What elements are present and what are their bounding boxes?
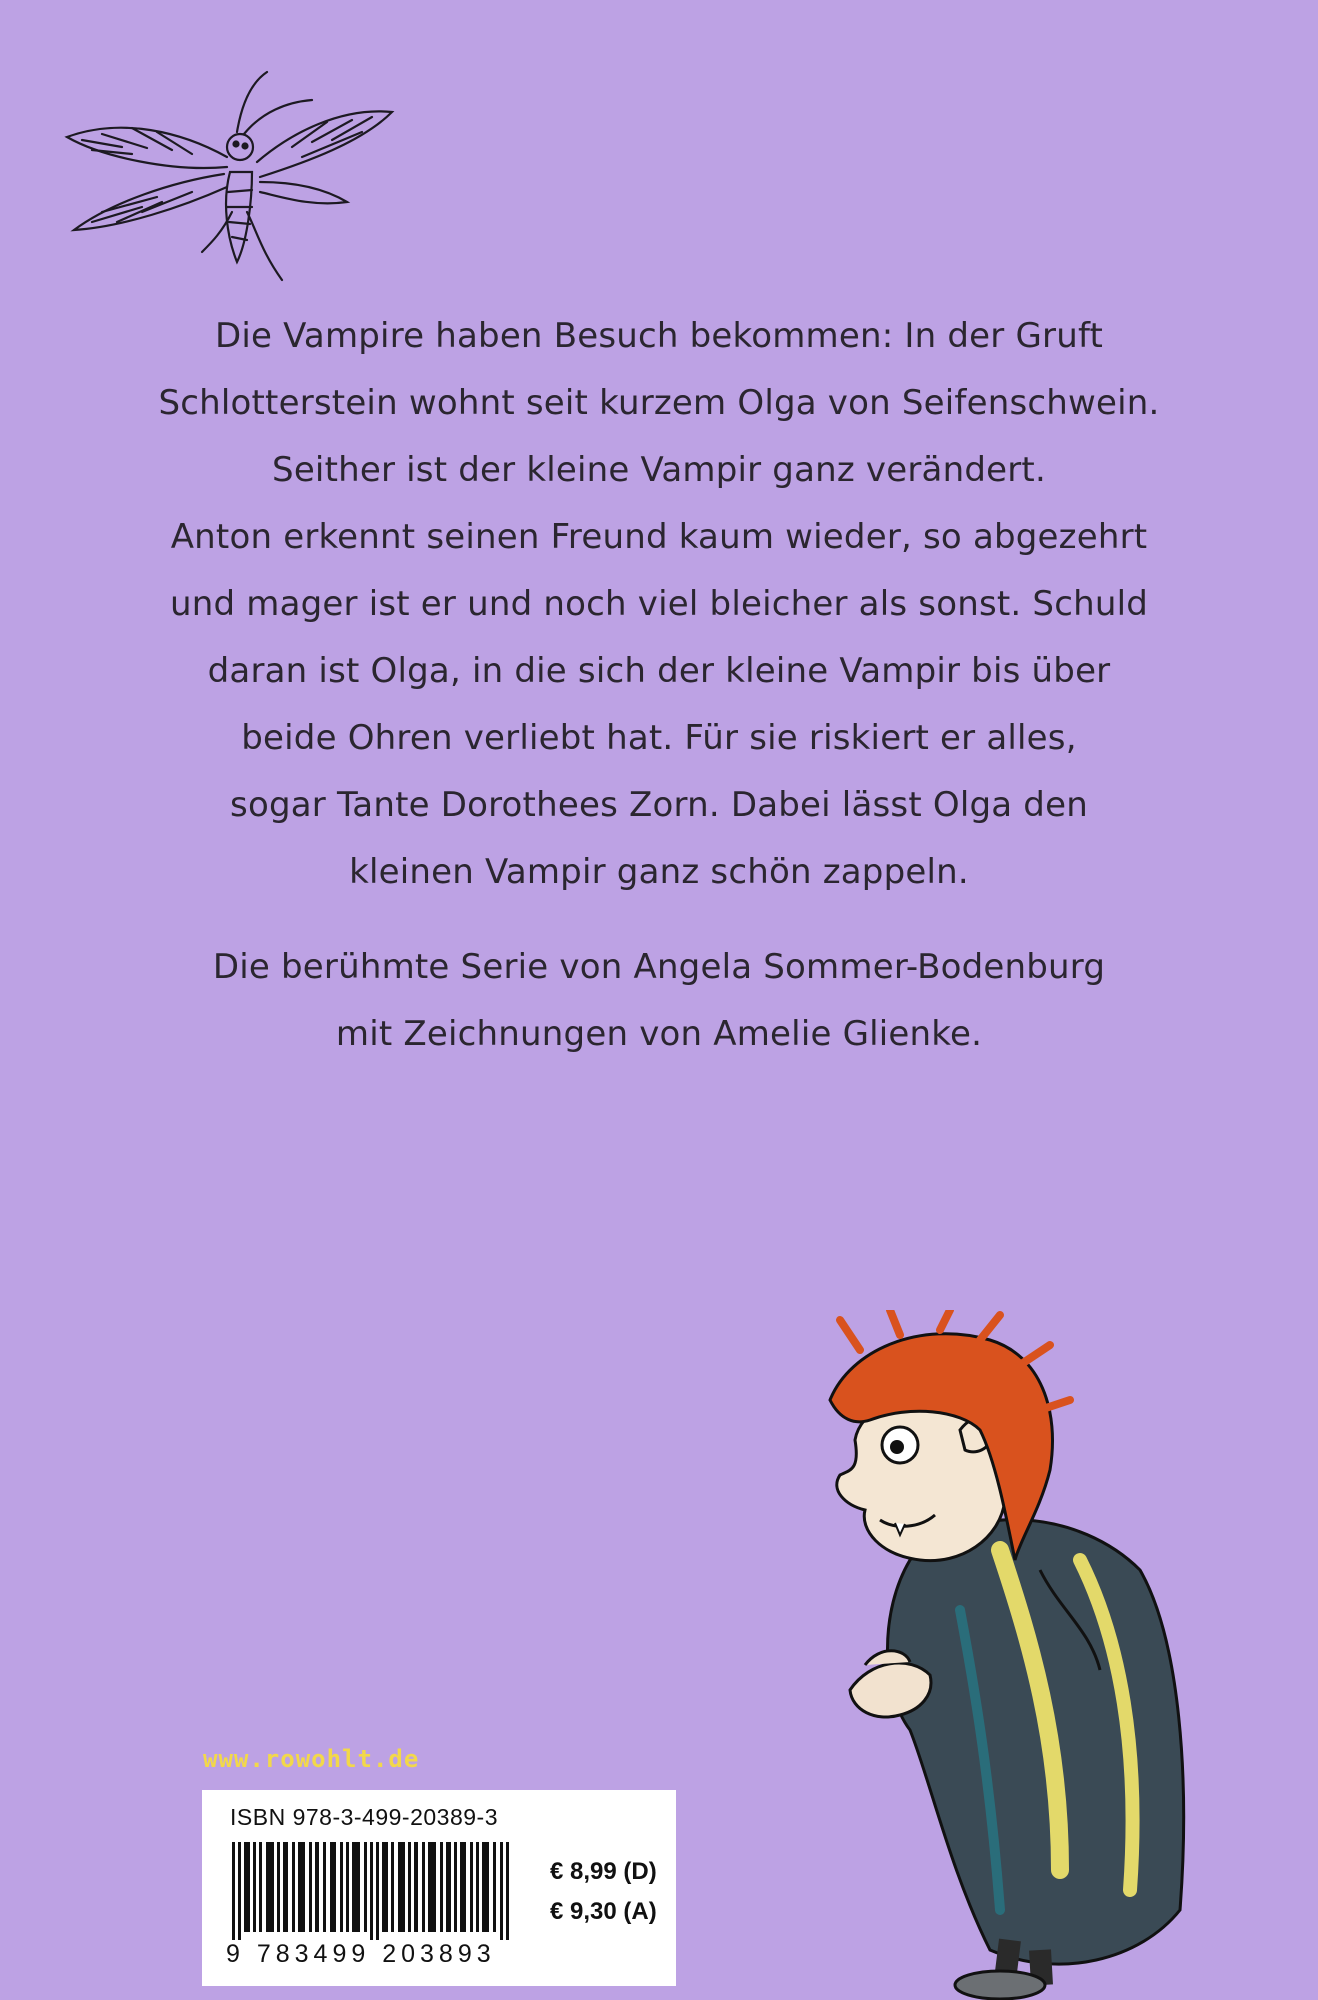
blurb-line: Anton erkennt seinen Freund kaum wieder, so abgezehrt <box>170 517 1148 557</box>
blurb-line: daran ist Olga, in die sich der kleine Vampir bis über <box>207 651 1111 691</box>
blurb-text <box>150 303 1168 906</box>
little-vampire-illustration <box>760 1310 1230 2000</box>
barcode-digits: 9 783499 203893 <box>226 1940 496 1968</box>
blurb-line: sogar Tante Dorothees Zorn. Dabei lässt Olga den <box>230 785 1088 825</box>
credits-line: mit Zeichnungen von Amelie Glienke. <box>335 1014 983 1054</box>
blurb-line: Schlotterstein wohnt seit kurzem Olga von Seifenschwein. <box>158 383 1160 423</box>
publisher-url: www.rowohlt.de <box>203 1745 420 1773</box>
isbn-label: ISBN 978-3-499-20389-3 <box>230 1804 498 1830</box>
blurb-line: Die Vampire haben Besuch bekommen: In der Gruft <box>214 316 1104 356</box>
blurb-line: und mager ist er und noch viel bleicher als sonst. Schuld <box>169 584 1149 624</box>
blurb-line: beide Ohren verliebt hat. Für sie riskiert er alles, <box>241 718 1077 758</box>
credits-text <box>150 934 1168 1068</box>
price-germany: € 8,99 (D) <box>550 1858 657 1885</box>
price-austria: € 9,30 (A) <box>550 1898 657 1925</box>
barcode-icon <box>232 1842 514 1940</box>
blurb-line: Seither ist der kleine Vampir ganz verändert. <box>272 450 1046 490</box>
barcode-panel <box>202 1790 676 1986</box>
mosquito-sketch-icon <box>62 62 442 282</box>
credits-line: Die berühmte Serie von Angela Sommer-Bodenburg <box>212 947 1106 987</box>
blurb-line: kleinen Vampir ganz schön zappeln. <box>349 852 969 892</box>
